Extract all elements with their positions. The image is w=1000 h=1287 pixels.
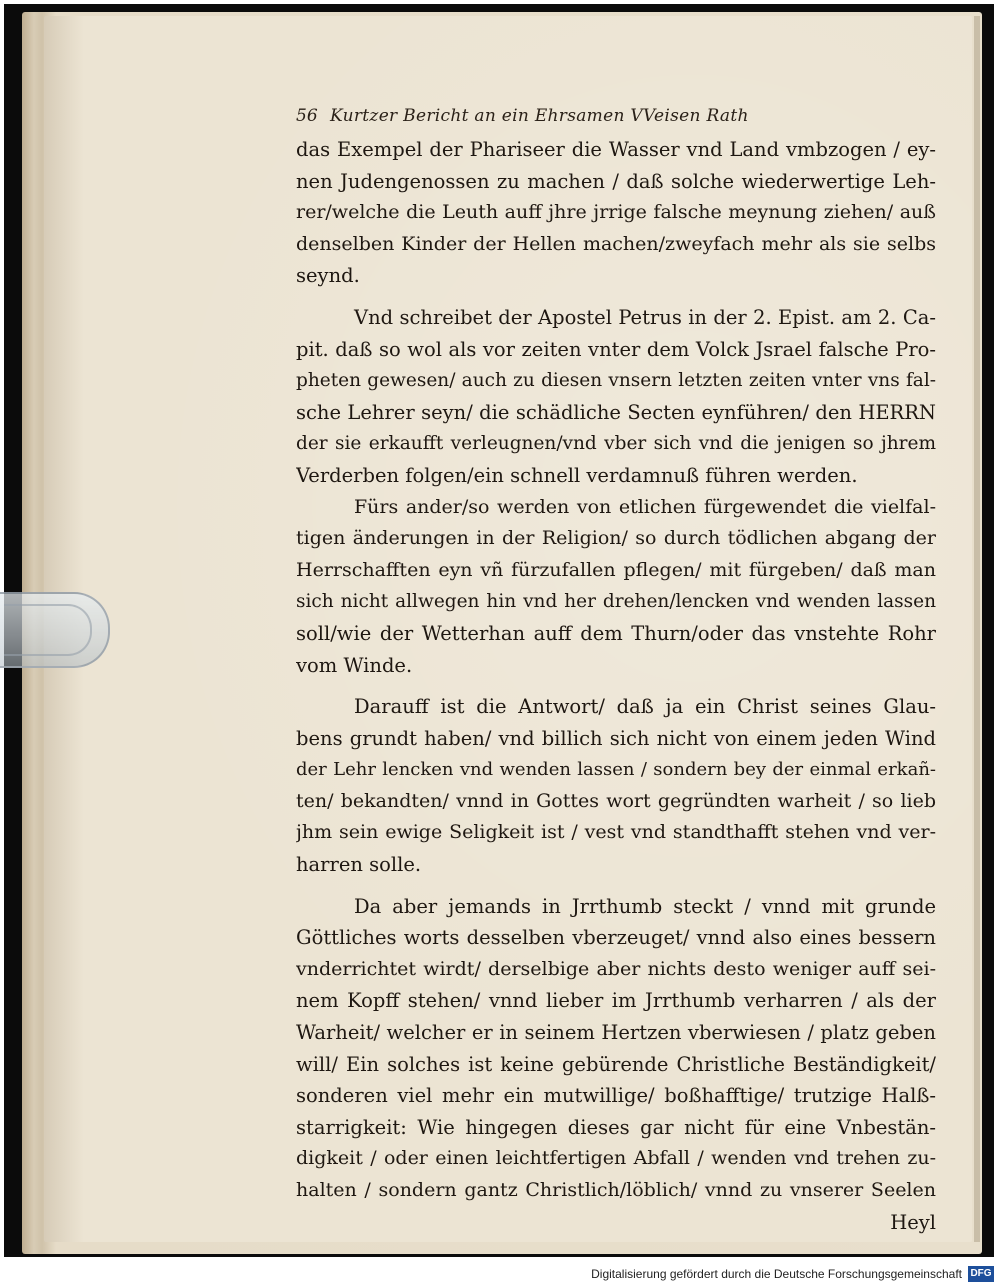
text-line: seynd.: [296, 264, 360, 288]
text-line: Vnd schreibet der Apostel Petrus in der 2. Epist. am 2. Ca-: [354, 305, 936, 329]
text-line: digkeit / oder einen leichtfertigen Abfall / wenden vnd trehen zu-: [296, 1147, 936, 1170]
running-title: Kurtzer Bericht an ein Ehrsamen VVeisen Rath: [330, 106, 749, 126]
text-line: Warheit/ welcher er in seinem Hertzen vberwiesen / platz geben: [296, 1021, 936, 1045]
text-line: jhm sein ewige Seligkeit ist / vest vnd standthafft stehen vnd ver-: [296, 821, 936, 844]
funding-credit: Digitalisierung gefördert durch die Deutsche Forschungsgemeinschaft: [591, 1267, 962, 1281]
text-line: sche Lehrer seyn/ die schädliche Secten eynführen/ den HERRN: [296, 400, 936, 424]
page-clip: [0, 592, 110, 668]
text-line: denselben Kinder der Hellen machen/zweyfach mehr als sie selbs: [296, 232, 936, 255]
text-line: das Exempel der Phariseer die Wasser vnd Land vmbzogen / ey-: [296, 138, 936, 161]
text-line: vnderrichtet wirdt/ derselbige aber nichts desto weniger auff sei-: [296, 957, 936, 980]
text-line: starrigkeit: Wie hingegen dieses gar nicht für eine Vnbestän-: [296, 1115, 936, 1139]
body-text: [296, 134, 936, 1238]
text-line: Göttliches worts desselben vberzeuget/ vnnd also eines bessern: [296, 926, 936, 950]
text-line: pit. daß so wol als vor zeiten vnter dem Volck Jsrael falsche Pro-: [296, 337, 936, 361]
text-line: rer/welche die Leuth auff jhre jrrige falsche meynung ziehen/ auß: [296, 201, 936, 224]
text-line: nem Kopff stehen/ vnnd lieber im Jrrthumb verharren / als der: [296, 989, 936, 1013]
page-number: 56: [296, 106, 318, 126]
text-line: soll/wie der Wetterhan auff dem Thurn/oder das vnstehte Rohr: [296, 621, 936, 645]
catchword: Heyl: [890, 1210, 936, 1234]
text-line: tigen änderungen in der Religion/ so durch tödlichen abgang der: [296, 527, 936, 550]
text-line: will/ Ein solches ist keine gebürende Christliche Beständigkeit/: [296, 1052, 936, 1076]
footer-bar: [0, 1263, 1000, 1287]
text-line: der sie erkaufft verleugnen/vnd vber sich vnd die jenigen so jhrem: [296, 433, 936, 455]
text-line: sich nicht allwegen hin vnd her drehen/lencken vnd wenden lassen: [296, 591, 936, 613]
dfg-logo: DFG: [968, 1266, 994, 1282]
text-line: Herrschafften eyn vñ fürzufallen pflegen/ mit fürgeben/ daß man: [296, 558, 936, 581]
text-line: Darauff ist die Antwort/ daß ja ein Christ seines Glau-: [354, 695, 936, 719]
text-line: der Lehr lencken vnd wenden lassen / sondern bey der einmal erkañ-: [296, 759, 936, 781]
text-line: Verderben folgen/ein schnell verdamnuß führen werden.: [296, 463, 858, 487]
text-line: Da aber jemands in Jrrthumb steckt / vnnd mit grunde: [354, 894, 936, 918]
page-clip-inner: [4, 604, 92, 656]
text-line: sonderen viel mehr ein mutwillige/ boßhafftige/ trutzige Halß-: [296, 1084, 936, 1108]
text-line: vom Winde.: [296, 653, 413, 677]
text-line: Fürs ander/so werden von etlichen fürgewendet die vielfal-: [354, 495, 936, 518]
page-gutter-strip: [974, 16, 980, 1242]
text-line: halten / sondern gantz Christlich/löblich/ vnnd zu vnserer Seelen: [296, 1179, 936, 1201]
text-line: harren solle.: [296, 853, 422, 877]
text-line: bens grundt haben/ vnd billich sich nicht von einem jeden Wind: [296, 726, 936, 750]
text-line: nen Judengenossen zu machen / daß solche wiederwertige Leh-: [296, 169, 936, 193]
text-line: pheten gewesen/ auch zu diesen vnsern letzten zeiten vnter vns fal-: [296, 370, 936, 392]
text-line: ten/ bekandten/ vnnd in Gottes wort gegründten warheit / so lieb: [296, 789, 936, 812]
running-header: [296, 104, 836, 134]
